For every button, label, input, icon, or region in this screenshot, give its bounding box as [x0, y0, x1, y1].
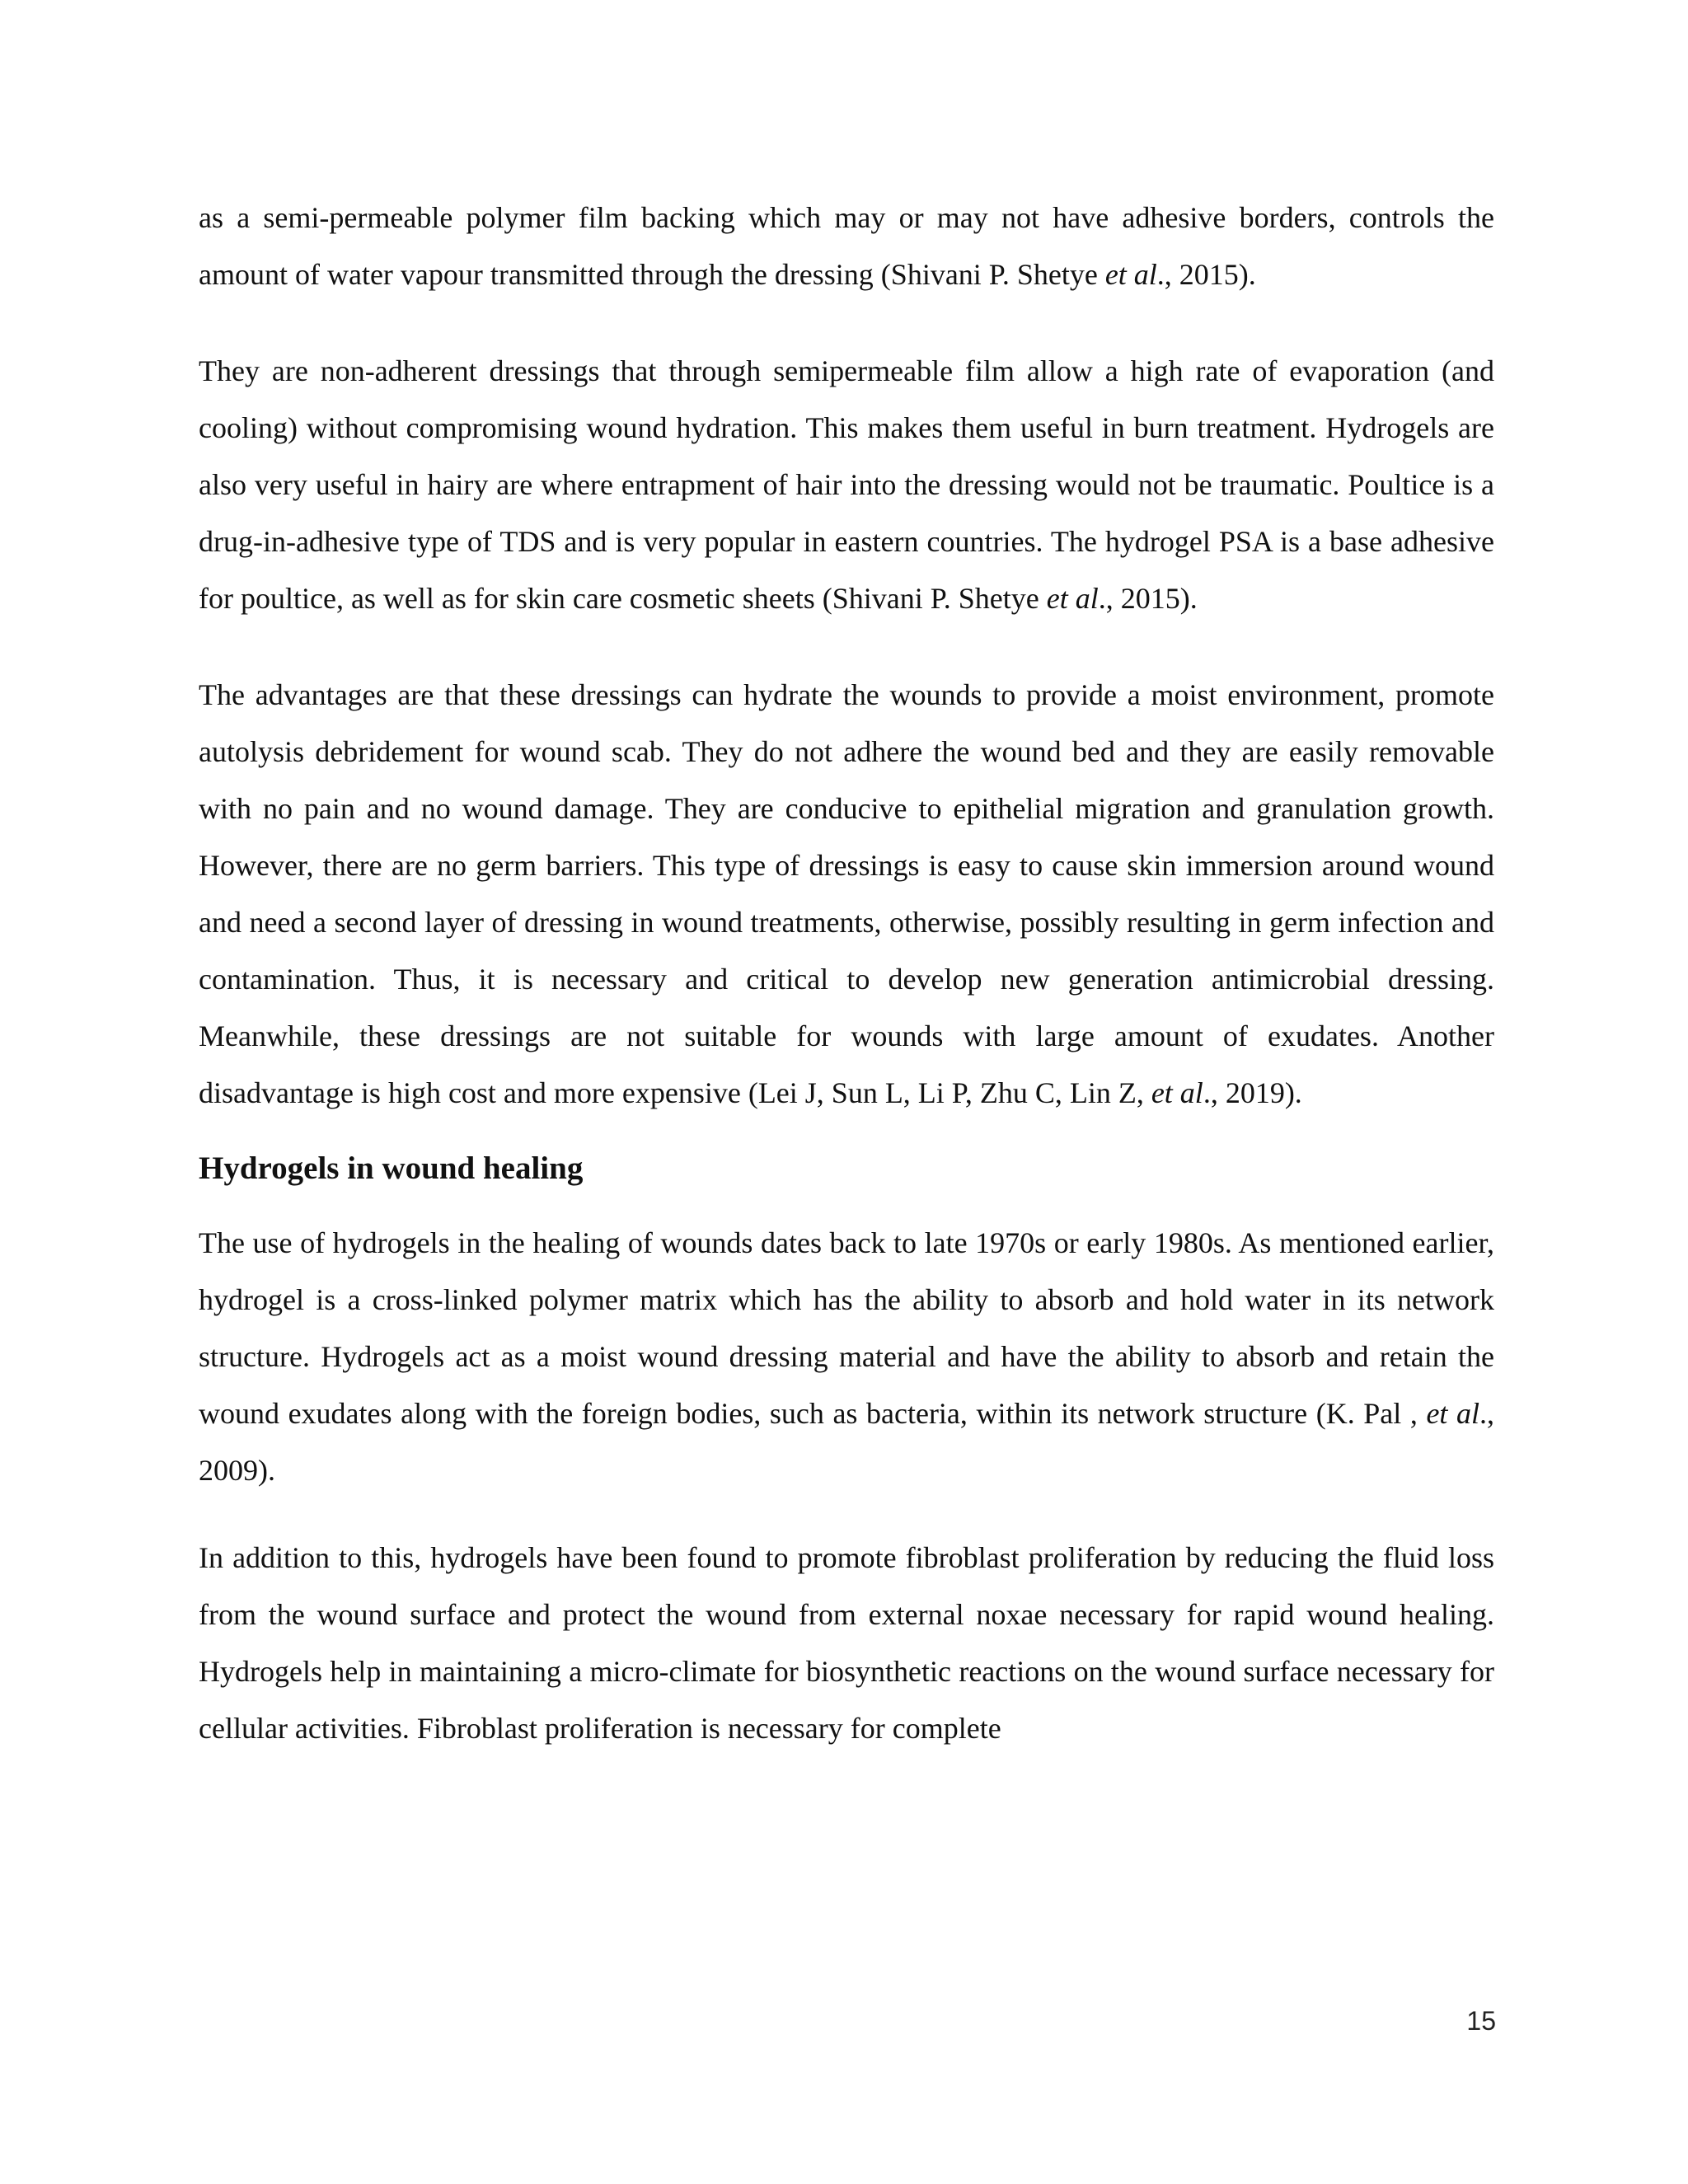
paragraph-fibroblast: In addition to this, hydrogels have been found to promote fibroblast proliferation by reducing the fluid loss from the wound surface and protect the wound from external noxae necessary for rapid wound healing. Hydrogels help in maintaining a micro-climate for biosynthetic reactions on the wound surface necessary for cellular activities. Fibroblast proliferation is necessary for complete: [199, 1541, 1494, 1745]
paragraph-film-backing: as a semi-permeable polymer film backing which may or may not have adhesive borders, controls the amount of water vapour transmitted through the dressing (Shivani P. Shetye et al., 2015).: [199, 201, 1494, 291]
page-number: 15: [1466, 2006, 1496, 2036]
section-heading: Hydrogels in wound healing: [199, 1151, 584, 1186]
paragraph-history: The use of hydrogels in the healing of wounds dates back to late 1970s or early 1980s. As mentioned earlier, hydrogel is a cross-linked polymer matrix which has the ability to absorb and hold water in its network structure. Hydrogels act as a moist wound dressing material and have the ability to absorb and retain the wound exudates along with the foreign bodies, such as bacteria, within its network structure (K. Pal , et al., 2009).: [199, 1226, 1494, 1487]
paragraph-advantages: The advantages are that these dressings can hydrate the wounds to provide a moist environment, promote autolysis debridement for wound scab. They do not adhere the wound bed and they are easily removable with no pain and no wound damage. They are conducive to epithelial migration and granulation growth. However, there are no germ barriers. This type of dressings is easy to cause skin immersion around wound and need a second layer of dressing in wound treatments, otherwise, possibly resulting in germ infection and contamination. Thus, it is necessary and critical to develop new generation antimicrobial dressing. Meanwhile, these dressings are not suitable for wounds with large amount of exudates. Another disadvantage is high cost and more expensive (Lei J, Sun L, Li P, Zhu C, Lin Z, et al., 2019).: [199, 678, 1494, 1109]
paragraph-non-adherent: They are non-adherent dressings that through semipermeable film allow a high rate of evaporation (and cooling) without compromising wound hydration. This makes them useful in burn treatment. Hydrogels are also very useful in hairy are where entrapment of hair into the dressing would not be traumatic. Poultice is a drug-in-adhesive type of TDS and is very popular in eastern countries. The hydrogel PSA is a base adhesive for poultice, as well as for skin care cosmetic sheets (Shivani P. Shetye et al., 2015).: [199, 354, 1494, 615]
page-body: [199, 190, 1494, 1757]
